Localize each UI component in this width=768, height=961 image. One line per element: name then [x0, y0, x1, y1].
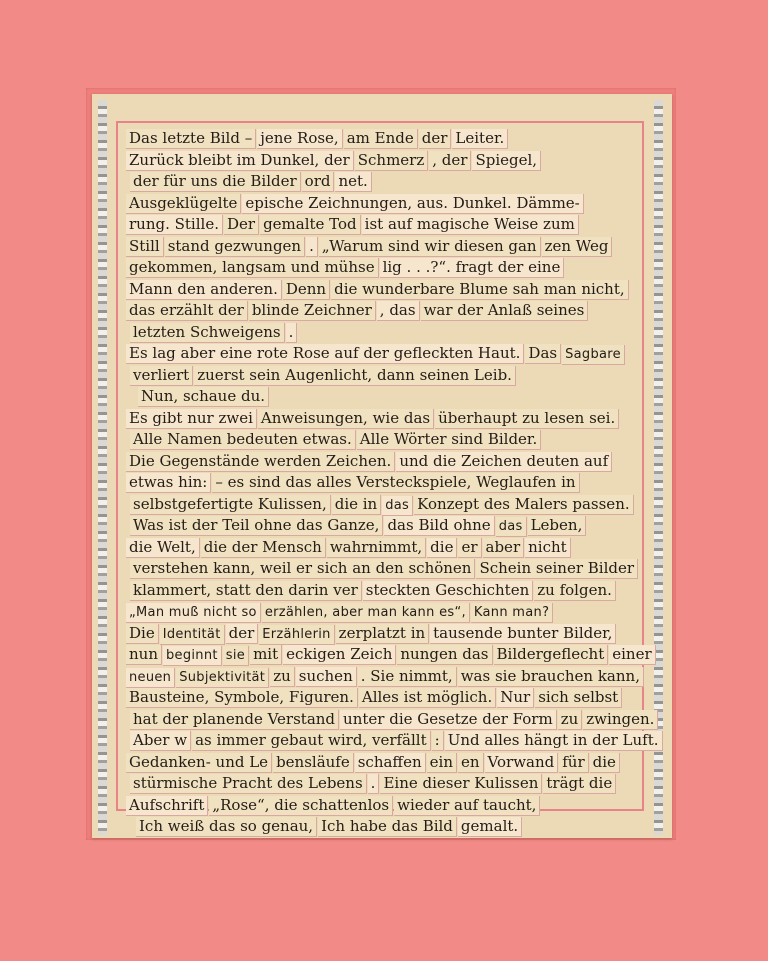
text-fragment: sich selbst	[535, 688, 622, 708]
text-fragment: blinde Zeichner	[249, 301, 376, 321]
poem-line	[130, 558, 640, 580]
text-fragment: für	[559, 753, 588, 773]
text-fragment: eckigen Zeich	[283, 645, 396, 665]
text-fragment: zen Weg	[542, 237, 613, 257]
text-fragment: die	[427, 538, 457, 558]
text-fragment: was sie brauchen kann,	[458, 667, 644, 687]
text-fragment: ord	[302, 172, 335, 192]
text-fragment: Alle Wörter sind Bilder.	[357, 430, 541, 450]
text-fragment: wahrnimmt,	[327, 538, 426, 558]
text-fragment: .	[368, 774, 380, 794]
text-fragment: Erzählerin	[259, 625, 334, 645]
text-fragment: Schein seiner Bilder	[476, 559, 638, 579]
text-fragment: sie	[223, 646, 249, 666]
text-fragment: zerplatzt in	[336, 624, 429, 644]
text-fragment: tausende bunter Bilder,	[430, 624, 616, 644]
poem-line	[126, 128, 636, 150]
text-fragment: die	[590, 753, 620, 773]
text-fragment: Identität	[160, 625, 225, 645]
text-fragment: nun	[126, 645, 162, 665]
text-fragment: Ich weiß das so genau,	[136, 817, 317, 837]
text-fragment: Bildergeflecht	[494, 645, 609, 665]
text-fragment: unter die Gesetze der Form	[340, 710, 557, 730]
text-fragment: das	[496, 517, 527, 537]
text-fragment: Konzept des Malers passen.	[414, 495, 633, 515]
text-fragment: Und alles hängt in der Luft.	[445, 731, 663, 751]
text-fragment: der	[226, 624, 259, 644]
text-fragment: epische Zeichnungen, aus. Dunkel. Dämme-	[242, 194, 583, 214]
text-fragment: zuerst sein Augenlicht, dann seinen Leib.	[194, 366, 516, 386]
text-fragment: stürmische Pracht des Lebens	[130, 774, 367, 794]
text-fragment: verliert	[130, 366, 193, 386]
poem-line	[126, 472, 636, 494]
text-fragment: Die Gegenstände werden Zeichen.	[126, 452, 395, 472]
text-fragment: :	[432, 731, 444, 751]
text-fragment: etwas hin:	[126, 473, 211, 493]
text-fragment: Sagbare	[562, 345, 625, 365]
poem-line	[126, 343, 636, 365]
poem-line	[126, 601, 636, 623]
poem-line	[130, 322, 640, 344]
poem-line	[130, 429, 640, 451]
text-fragment: am Ende	[344, 129, 418, 149]
text-fragment: das erzählt der	[126, 301, 248, 321]
text-fragment: das	[382, 496, 413, 516]
poem-line	[130, 171, 640, 193]
text-fragment: rung. Stille.	[126, 215, 223, 235]
poem-line	[126, 150, 636, 172]
left-foil-strip	[98, 100, 107, 835]
text-fragment: mit	[250, 645, 282, 665]
text-fragment: steckten Geschichten	[363, 581, 533, 601]
text-fragment: letzten Schweigens	[130, 323, 285, 343]
text-fragment: Die	[126, 624, 159, 644]
text-fragment: Aber w	[130, 731, 191, 751]
poem-line	[130, 494, 640, 516]
poem-line	[126, 214, 636, 236]
text-fragment: Leiter.	[452, 129, 508, 149]
text-fragment: Still	[126, 237, 164, 257]
poem-line	[126, 257, 636, 279]
poem-line	[136, 816, 646, 838]
poem-line	[130, 773, 640, 795]
poem-line	[126, 644, 652, 666]
text-fragment: zu folgen.	[534, 581, 616, 601]
text-fragment: Das	[525, 344, 561, 364]
text-fragment: das Bild ohne	[384, 516, 494, 536]
poem-line	[126, 279, 636, 301]
text-fragment: verstehen kann, weil er sich an den schönen	[130, 559, 475, 579]
poem-line	[126, 451, 636, 473]
text-fragment: Der	[224, 215, 259, 235]
text-fragment: „Man muß nicht so	[126, 603, 261, 623]
text-fragment: einer	[609, 645, 655, 665]
poem-line	[130, 580, 640, 602]
poem-line	[126, 666, 640, 688]
text-fragment: Es lag aber eine rote Rose auf der gefleckten Haut.	[126, 344, 524, 364]
text-fragment: . Sie nimmt,	[358, 667, 457, 687]
text-fragment: die in	[332, 495, 382, 515]
text-fragment: Bausteine, Symbole, Figuren.	[126, 688, 358, 708]
text-fragment: Es gibt nur zwei	[126, 409, 257, 429]
text-fragment: beginnt	[163, 646, 222, 666]
text-fragment: der für uns die Bilder	[130, 172, 301, 192]
text-fragment: nicht	[525, 538, 571, 558]
text-fragment: selbstgefertigte Kulissen,	[130, 495, 331, 515]
poem-line	[130, 365, 640, 387]
text-fragment: zu	[270, 667, 295, 687]
text-fragment: die der Mensch	[201, 538, 326, 558]
text-fragment: Anweisungen, wie das	[258, 409, 434, 429]
poem-line	[126, 236, 636, 258]
text-fragment: Nun, schaue du.	[138, 387, 269, 407]
text-fragment: Eine dieser Kulissen	[380, 774, 542, 794]
poem-line	[130, 709, 655, 731]
text-fragment: gemalte Tod	[260, 215, 361, 235]
text-fragment: .	[286, 323, 298, 343]
text-fragment: war der Anlaß seines	[421, 301, 589, 321]
text-fragment: Schmerz	[355, 151, 429, 171]
poem-line	[126, 193, 636, 215]
poem-line	[126, 623, 636, 645]
text-fragment: ist auf magische Weise zum	[362, 215, 579, 235]
text-fragment: jene Rose,	[257, 129, 343, 149]
text-fragment: wieder auf taucht,	[394, 796, 540, 816]
poem-line	[130, 730, 659, 752]
text-fragment: die Welt,	[126, 538, 200, 558]
text-fragment: Spiegel,	[472, 151, 541, 171]
text-fragment: Nur	[497, 688, 534, 708]
text-fragment: erzählen, aber man kann es“,	[262, 603, 470, 623]
text-fragment: die wunderbare Blume sah man nicht,	[331, 280, 629, 300]
text-fragment: schaffen	[355, 753, 426, 773]
text-fragment: bensläufe	[273, 753, 354, 773]
text-fragment: Ausgeklügelte	[126, 194, 241, 214]
text-fragment: „Warum sind wir diesen gan	[319, 237, 541, 257]
text-fragment: trägt die	[543, 774, 616, 794]
text-fragment: , das	[377, 301, 420, 321]
text-fragment: gemalt.	[458, 817, 522, 837]
text-fragment: klammert, statt den darin ver	[130, 581, 362, 601]
text-fragment: .	[306, 237, 318, 257]
text-fragment: überhaupt zu lesen sei.	[435, 409, 619, 429]
text-fragment: Das letzte Bild –	[126, 129, 256, 149]
text-fragment: Vorwand	[485, 753, 559, 773]
text-fragment: suchen	[296, 667, 357, 687]
text-fragment: , der	[429, 151, 471, 171]
text-fragment: – es sind das alles Versteckspiele, Weglaufen in	[212, 473, 579, 493]
poem-line	[138, 386, 648, 408]
poem-line	[126, 537, 636, 559]
text-fragment: Alles ist möglich.	[359, 688, 496, 708]
text-fragment: zu	[558, 710, 583, 730]
text-fragment: hat der planende Verstand	[130, 710, 339, 730]
poem-line	[126, 795, 636, 817]
text-fragment: stand gezwungen	[165, 237, 305, 257]
text-fragment: Subjektivität	[176, 668, 269, 688]
text-fragment: Denn	[283, 280, 330, 300]
text-fragment: Zurück bleibt im Dunkel, der	[126, 151, 354, 171]
text-fragment: Was ist der Teil ohne das Ganze,	[130, 516, 383, 536]
text-fragment: nungen das	[397, 645, 492, 665]
text-fragment: Leben,	[528, 516, 587, 536]
text-fragment: zwingen.	[583, 710, 658, 730]
text-fragment: lig . . .?“. fragt der eine	[380, 258, 565, 278]
text-fragment: as immer gebaut wird, verfällt	[192, 731, 431, 751]
text-fragment: der	[419, 129, 452, 149]
text-fragment: „Rose“, die schattenlos	[209, 796, 393, 816]
text-fragment: und die Zeichen deuten auf	[396, 452, 612, 472]
text-fragment: Alle Namen bedeuten etwas.	[130, 430, 356, 450]
text-fragment: aber	[483, 538, 525, 558]
text-fragment: gekommen, langsam und mühse	[126, 258, 379, 278]
poem-line	[130, 515, 640, 537]
text-fragment: Aufschrift	[126, 796, 208, 816]
text-fragment: ein	[427, 753, 457, 773]
collage-poem-text	[126, 128, 659, 838]
text-fragment: Mann den anderen.	[126, 280, 282, 300]
poem-line	[126, 300, 636, 322]
poem-line	[126, 752, 636, 774]
text-fragment: neuen	[126, 668, 175, 688]
text-fragment: Gedanken- und Le	[126, 753, 272, 773]
text-fragment: Kann man?	[471, 603, 553, 623]
text-fragment: net.	[335, 172, 371, 192]
text-fragment: er	[458, 538, 481, 558]
text-fragment: Ich habe das Bild	[318, 817, 457, 837]
poem-line	[126, 687, 636, 709]
poem-line	[126, 408, 636, 430]
text-fragment: en	[458, 753, 484, 773]
